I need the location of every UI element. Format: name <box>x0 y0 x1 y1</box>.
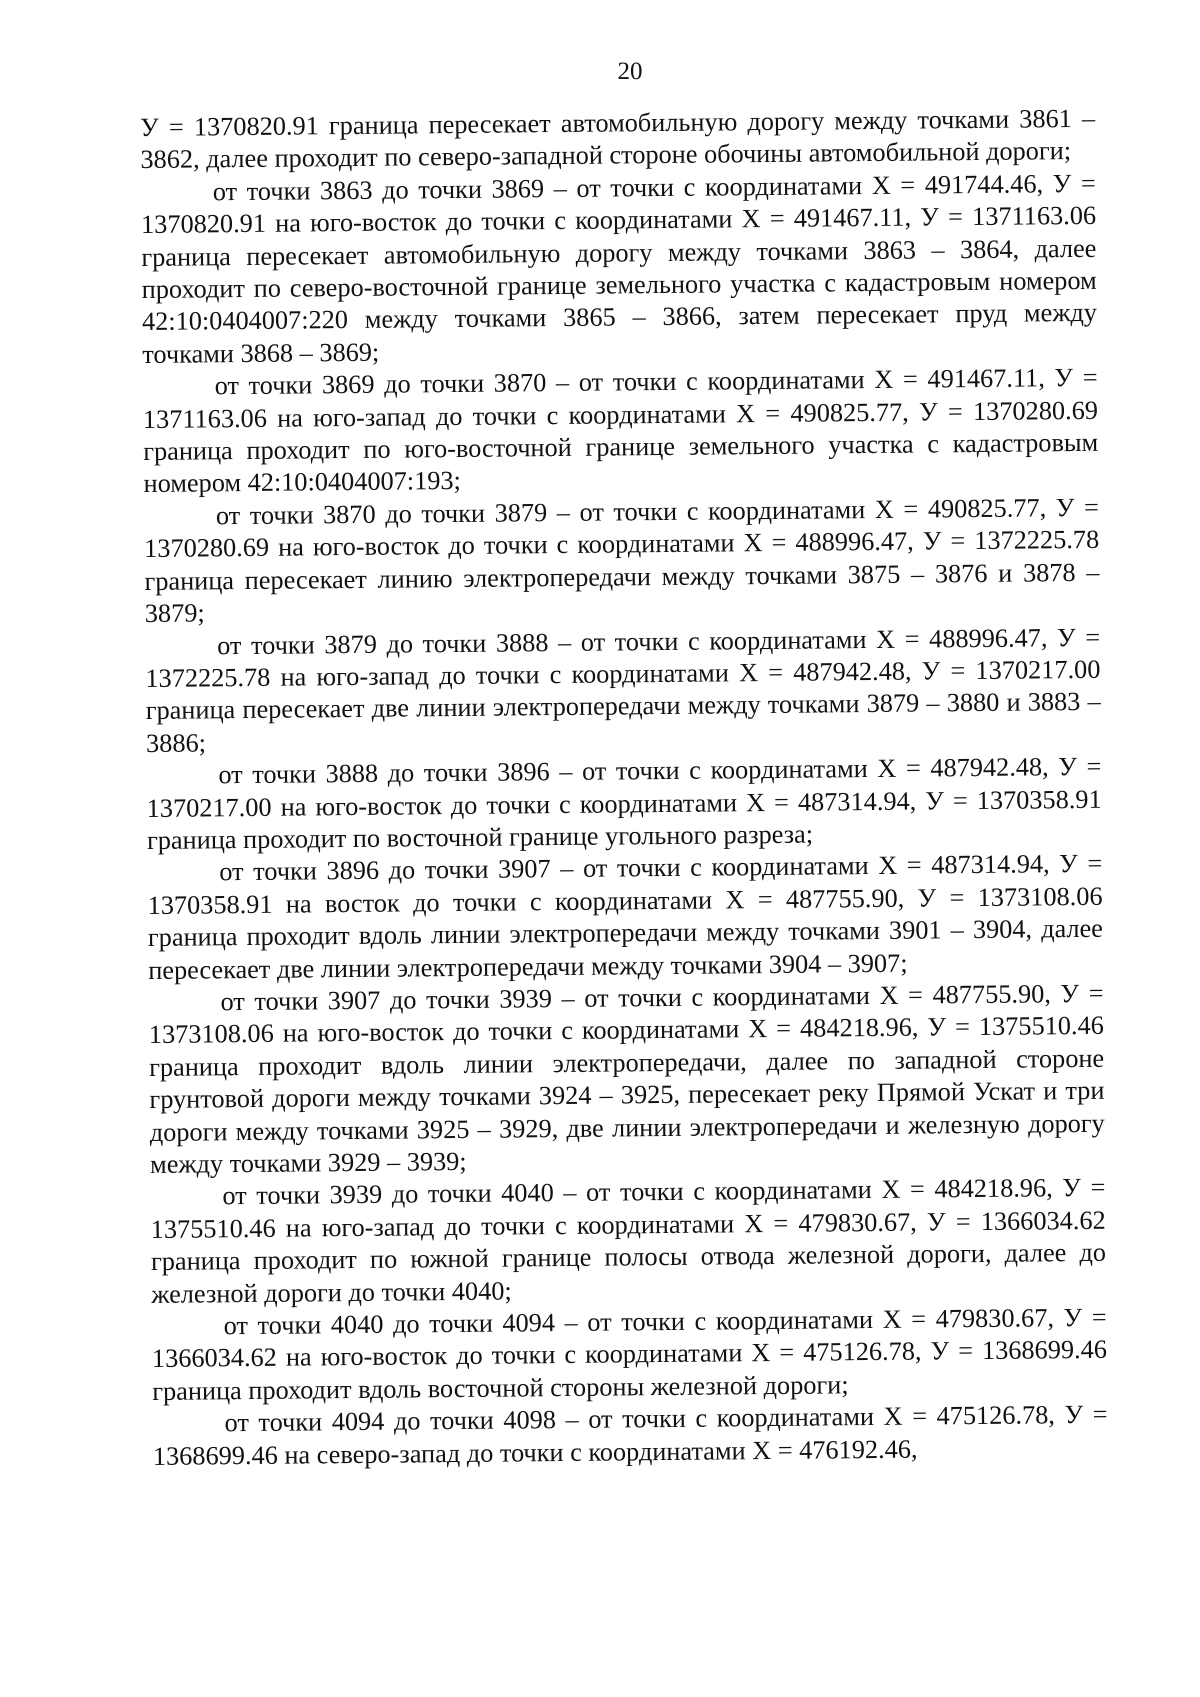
paragraph: от точки 3907 до точки 3939 – от точки с координатами Х = 487755.90, У = 1373108.06 на юго-восток до точки с координатами Х = 484218.96, У = 1375510.46 граница проходит вдоль линии электропередачи, далее по западной стороне грунтовой дороги между точками 3924 – 3925, пересекает реку Прямой Ускат и три дороги между точками 3925 – 3929, две линии электропередачи и железную дорогу между точками 3929 – 3939; <box>148 978 1105 1179</box>
paragraph: У = 1370820.91 граница пересекает автомобильную дорогу между точками 3861 – 3862, далее проходит по северо-западной стороне обочины автомобильной дороги; <box>140 103 1096 175</box>
paragraph: от точки 4094 до точки 4098 – от точки с координатами Х = 475126.78, У = 1368699.46 на северо-запад до точки с координатами Х = 476192.46, <box>152 1400 1108 1471</box>
paragraph: от точки 3888 до точки 3896 – от точки с координатами Х = 487942.48, У = 1370217.00 на юго-восток до точки с координатами Х = 487314.94, У = 1370358.91 граница проходит по восточной границе угольного разреза; <box>146 751 1102 855</box>
page-number: 20 <box>617 58 643 85</box>
paragraph: от точки 3869 до точки 3870 – от точки с координатами Х = 491467.11, У = 1371163.06 на юго-запад до точки с координатами Х = 490825.77, У = 1370280.69 граница проходит по юго-восточной границе земельного участка с кадастровым номером 42:10:0404007:193; <box>142 363 1099 499</box>
paragraph: от точки 3896 до точки 3907 – от точки с координатами Х = 487314.94, У = 1370358.91 на восток до точки с координатами Х = 487755.90, У = 1373108.06 граница проходит вдоль линии электропередачи между точками 3901 – 3904, далее пересекает две линии электропередачи между точками 3904 – 3907; <box>147 849 1104 985</box>
paragraph: от точки 3879 до точки 3888 – от точки с координатами Х = 488996.47, У = 1372225.78 на юго-запад до точки с координатами Х = 487942.48, У = 1370217.00 граница пересекает две линии электропередачи между точками 3879 – 3880 и 3883 – 3886; <box>145 622 1101 758</box>
paragraph: от точки 3863 до точки 3869 – от точки с координатами Х = 491744.46, У = 1370820.91 на юго-восток до точки с координатами Х = 491467.11, У = 1371163.06 граница пересекает автомобильную дорогу между точками 3863 – 3864, далее проходит по северо-восточной границе земельного участка с кадастровым номером 42:10:0404007:220 между точками 3865 – 3866, затем пересекает пруд между точками 3868 – 3869; <box>140 168 1098 369</box>
body-text <box>140 103 1108 1473</box>
paragraph: от точки 3939 до точки 4040 – от точки с координатами Х = 484218.96, У = 1375510.46 на юго-запад до точки с координатами Х = 479830.67, У = 1366034.62 граница проходит по южной границе полосы отвода железной дороги, далее до железной дороги до точки 4040; <box>150 1173 1107 1309</box>
paragraph: от точки 4040 до точки 4094 – от точки с координатами Х = 479830.67, У = 1366034.62 на юго-восток до точки с координатами Х = 475126.78, У = 1368699.46 граница проходит вдоль восточной стороны железной дороги; <box>151 1302 1108 1406</box>
paragraph: от точки 3870 до точки 3879 – от точки с координатами Х = 490825.77, У = 1370280.69 на юго-восток до точки с координатами Х = 488996.47, У = 1372225.78 граница пересекает линию электропередачи между точками 3875 – 3876 и 3878 – 3879; <box>144 492 1100 629</box>
